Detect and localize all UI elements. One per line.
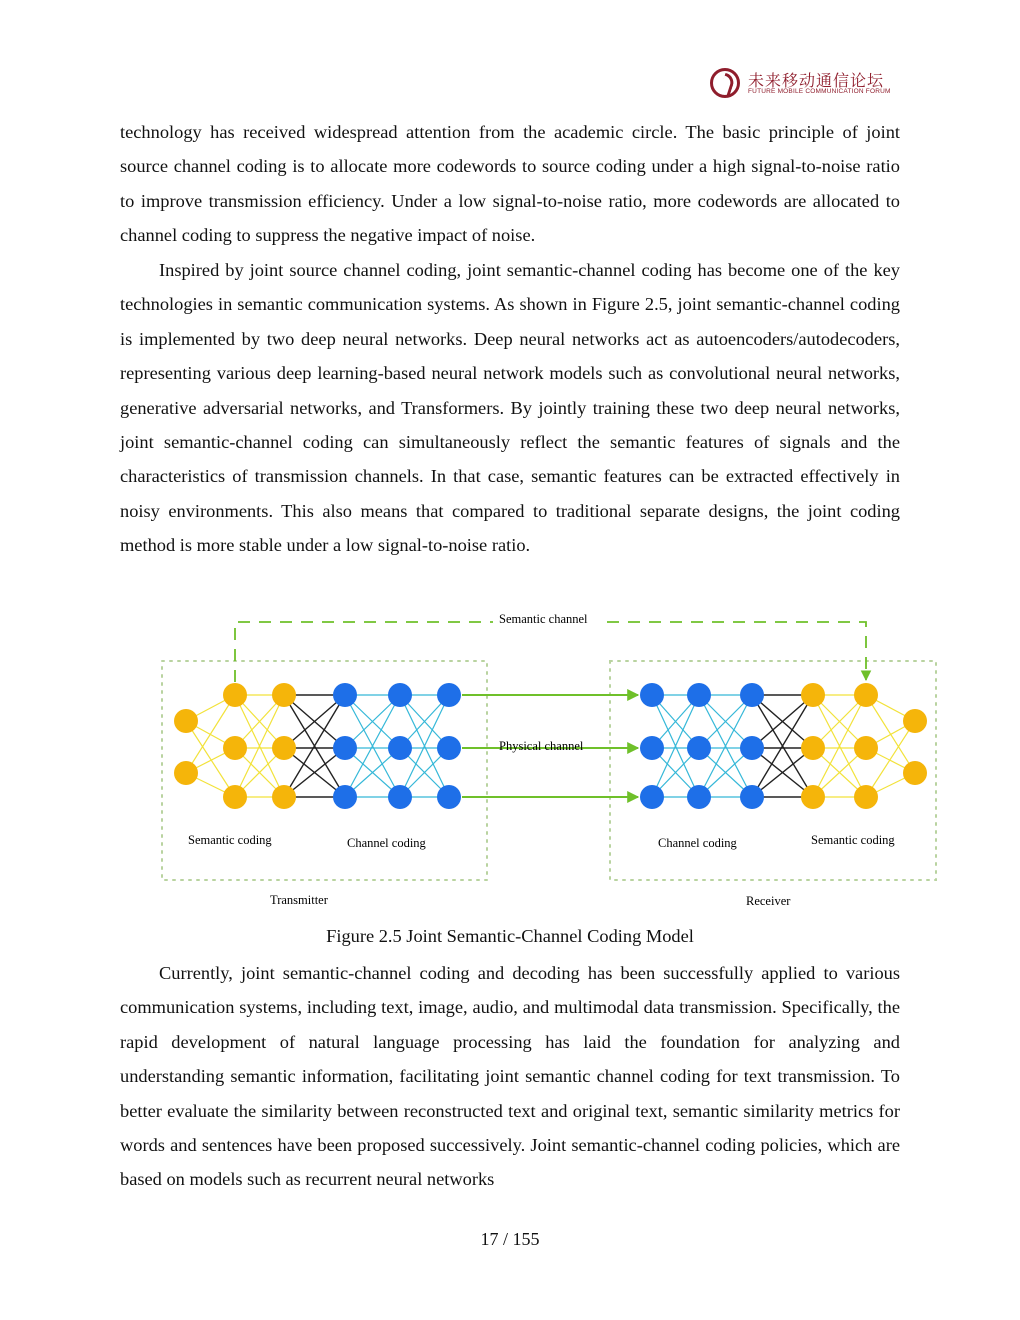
page-number: 17 / 155: [480, 1229, 540, 1249]
tx-channel-node: [333, 683, 357, 707]
rx-semantic-node: [801, 785, 825, 809]
tx-network-edge: [186, 695, 235, 773]
rx-channel-node: [740, 736, 764, 760]
figure-joint-coding-model: [155, 606, 945, 916]
rx-channel-node: [687, 683, 711, 707]
semantic-channel-path: [235, 622, 493, 682]
tx-channel-node: [388, 785, 412, 809]
rx-semantic-node: [801, 683, 825, 707]
forum-logo: [710, 66, 890, 102]
figure-diagram: [155, 606, 945, 916]
receiver-label: Receiver: [746, 894, 791, 908]
semantic-channel-arrow: [607, 622, 866, 680]
tx-semantic-node: [272, 683, 296, 707]
tx-semantic-node: [223, 736, 247, 760]
logo-english-text: FUTURE MOBILE COMMUNICATION FORUM: [748, 88, 891, 95]
rx-channel-node: [740, 683, 764, 707]
physical-channel-label: Physical channel: [499, 739, 584, 753]
tx-semantic-node: [223, 683, 247, 707]
tx-channel-node: [388, 736, 412, 760]
paragraph-2: Inspired by joint source channel coding, joint semantic-channel coding has become one of the key technologies in semantic communication systems. As shown in Figure 2.5, joint semantic-channel coding is implemented by two deep neural networks. Deep neural networks act as autoencoders/autodecoders, representing various deep learning-based neural network models such as convolutional neural networks, generative adversarial networks, and Transformers. By jointly training these two deep neural networks, joint semantic-channel coding can simultaneously reflect the semantic features of signals and the characteristics of transmission channels. In that case, semantic features can be extracted effectively in noisy environments. This also means that compared to traditional separate designs, the joint coding method is more stable under a low signal-to-noise ratio.: [120, 260, 900, 556]
rx-semantic-node: [854, 785, 878, 809]
rx-semantic-node: [903, 761, 927, 785]
rx-semantic-coding-label: Semantic coding: [811, 833, 895, 847]
logo-chinese-text: 未来移动通信论坛: [748, 71, 885, 90]
tx-semantic-coding-label: Semantic coding: [188, 833, 272, 847]
tx-channel-node: [437, 785, 461, 809]
tx-channel-node: [333, 736, 357, 760]
tx-channel-node: [388, 683, 412, 707]
tx-semantic-node: [174, 709, 198, 733]
paragraph-1: technology has received widespread attention from the academic circle. The basic principle of joint source channel coding is to allocate more codewords to source coding under a high signal-to-noise ratio to improve transmission efficiency. Under a low signal-to-noise ratio, more codewords are allocated to channel coding to suppress the negative impact of noise.: [120, 122, 900, 246]
tx-semantic-node: [272, 785, 296, 809]
tx-semantic-node: [223, 785, 247, 809]
rx-channel-node: [740, 785, 764, 809]
rx-channel-node: [687, 736, 711, 760]
rx-semantic-node: [801, 736, 825, 760]
tx-semantic-node: [272, 736, 296, 760]
rx-semantic-node: [854, 683, 878, 707]
tx-semantic-node: [174, 761, 198, 785]
transmitter-label: Transmitter: [270, 893, 328, 907]
rx-channel-node: [687, 785, 711, 809]
tx-channel-node: [437, 683, 461, 707]
paragraph-3: Currently, joint semantic-channel coding and decoding has been successfully applied to various communication systems, including text, image, audio, and multimodal data transmission. Specifically, the rapid development of natural language processing has laid the foundation for analyzing and understanding semantic information, facilitating joint semantic channel coding for text transmission. To better evaluate the similarity between reconstructed text and original text, semantic similarity metrics for words and sentences have been proposed successively. Joint semantic-channel coding policies, which are based on models such as recurrent neural networks: [120, 963, 900, 1190]
rx-channel-node: [640, 736, 664, 760]
rx-channel-node: [640, 785, 664, 809]
figure-caption: Figure 2.5 Joint Semantic-Channel Coding Model: [326, 926, 694, 946]
rx-semantic-node: [903, 709, 927, 733]
rx-channel-node: [640, 683, 664, 707]
rx-semantic-node: [854, 736, 878, 760]
forum-logo-icon: [710, 68, 740, 98]
rx-channel-coding-label: Channel coding: [658, 836, 737, 850]
tx-channel-coding-label: Channel coding: [347, 836, 426, 850]
semantic-channel-label: Semantic channel: [499, 612, 588, 626]
tx-channel-node: [437, 736, 461, 760]
tx-channel-node: [333, 785, 357, 809]
